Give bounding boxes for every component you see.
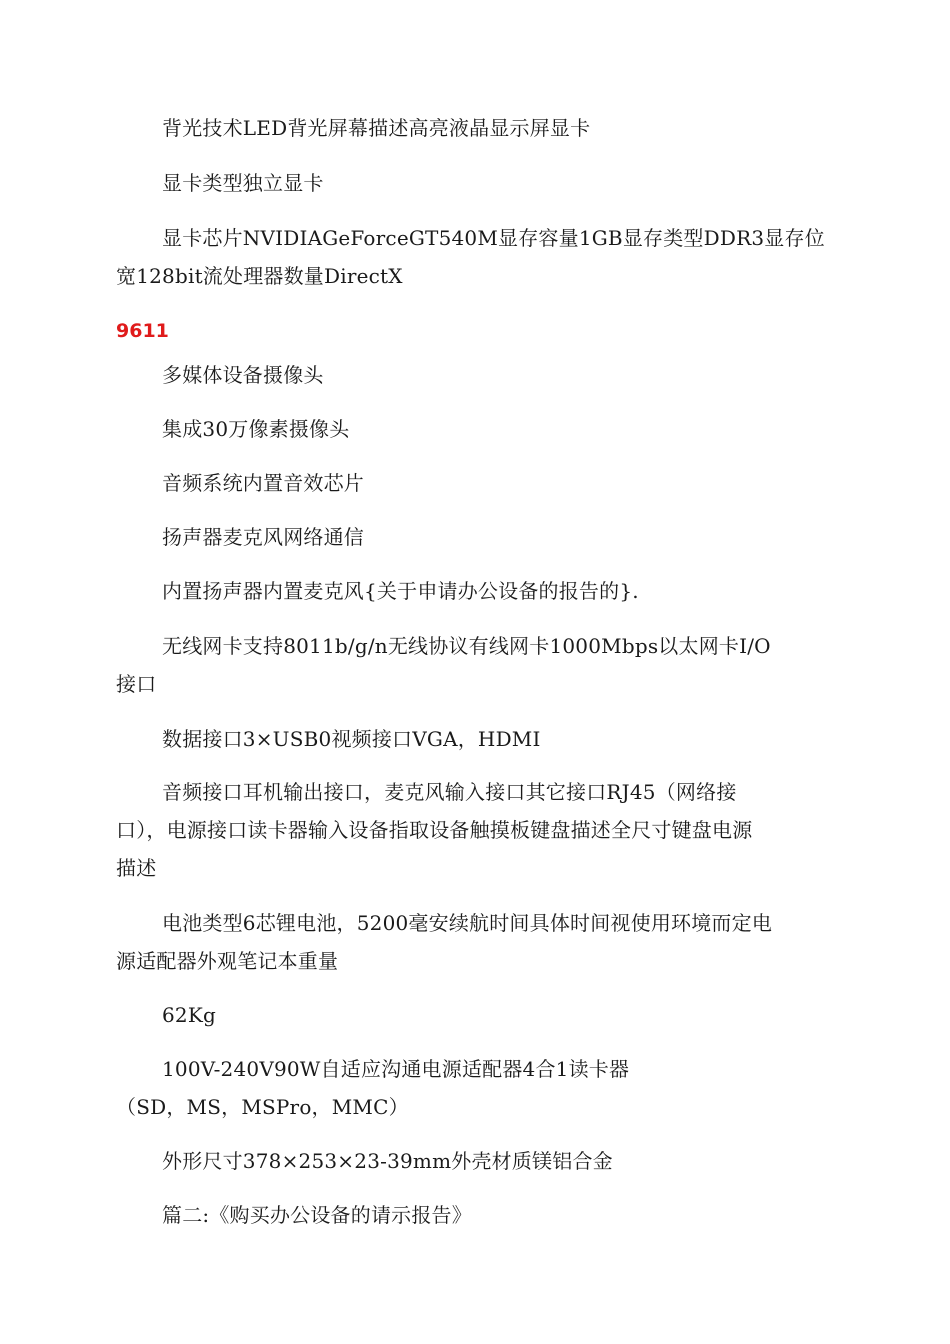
text-line-adapter: 100V-240V90W自适应沟通电源适配器4合1读卡器 bbox=[162, 1057, 630, 1081]
text-line-speaker-network: 扬声器麦克风网络通信 bbox=[162, 525, 364, 549]
text-line-wireless: 无线网卡支持8011b/g/n无线协议有线网卡1000Mbps以太网卡I/O bbox=[162, 634, 771, 658]
text-line-battery: 电池类型6芯锂电池，5200毫安续航时间具体时间视使用环境而定电 bbox=[162, 911, 773, 935]
section-heading: 篇二:《购买办公设备的请示报告》 bbox=[162, 1203, 472, 1227]
text-line-data-ports: 数据接口3×USB0视频接口VGA，HDMI bbox=[162, 727, 541, 751]
text-line-builtin-speaker: 内置扬声器内置麦克风{关于申请办公设备的报告的}. bbox=[162, 579, 639, 603]
text-line-gpu-chip: 显卡芯片NVIDIAGeForceGT540M显存容量1GB显存类型DDR3显存位 bbox=[162, 226, 825, 250]
text-line-gpu-type: 显卡类型独立显卡 bbox=[162, 171, 324, 195]
text-line-battery-cont: 源适配器外观笔记本重量 bbox=[116, 949, 339, 973]
text-line-power-desc: 描述 bbox=[116, 856, 157, 880]
text-line-audio-ports-cont: 口），电源接口读卡器输入设备指取设备触摸板键盘描述全尺寸键盘电源 bbox=[116, 818, 753, 842]
text-line-audio-ports: 音频接口耳机输出接口，麦克风输入接口其它接口RJ45（网络接 bbox=[162, 780, 737, 804]
text-line-camera: 集成30万像素摄像头 bbox=[162, 417, 350, 441]
text-line-backlight: 背光技术LED背光屏幕描述高亮液晶显示屏显卡 bbox=[162, 116, 591, 140]
text-line-multimedia: 多媒体设备摄像头 bbox=[162, 363, 324, 387]
text-line-card-formats: （SD，MS，MSPro，MMC） bbox=[116, 1095, 409, 1119]
text-line-wireless-cont: 接口 bbox=[116, 672, 157, 696]
red-number-label: 9611 bbox=[116, 320, 169, 342]
text-line-weight: 62Kg bbox=[162, 1003, 216, 1027]
text-line-gpu-chip-cont: 宽128bit流处理器数量DirectX bbox=[116, 264, 403, 288]
text-line-dimensions: 外形尺寸378×253×23-39mm外壳材质镁铝合金 bbox=[162, 1149, 613, 1173]
text-line-audio-system: 音频系统内置音效芯片 bbox=[162, 471, 364, 495]
